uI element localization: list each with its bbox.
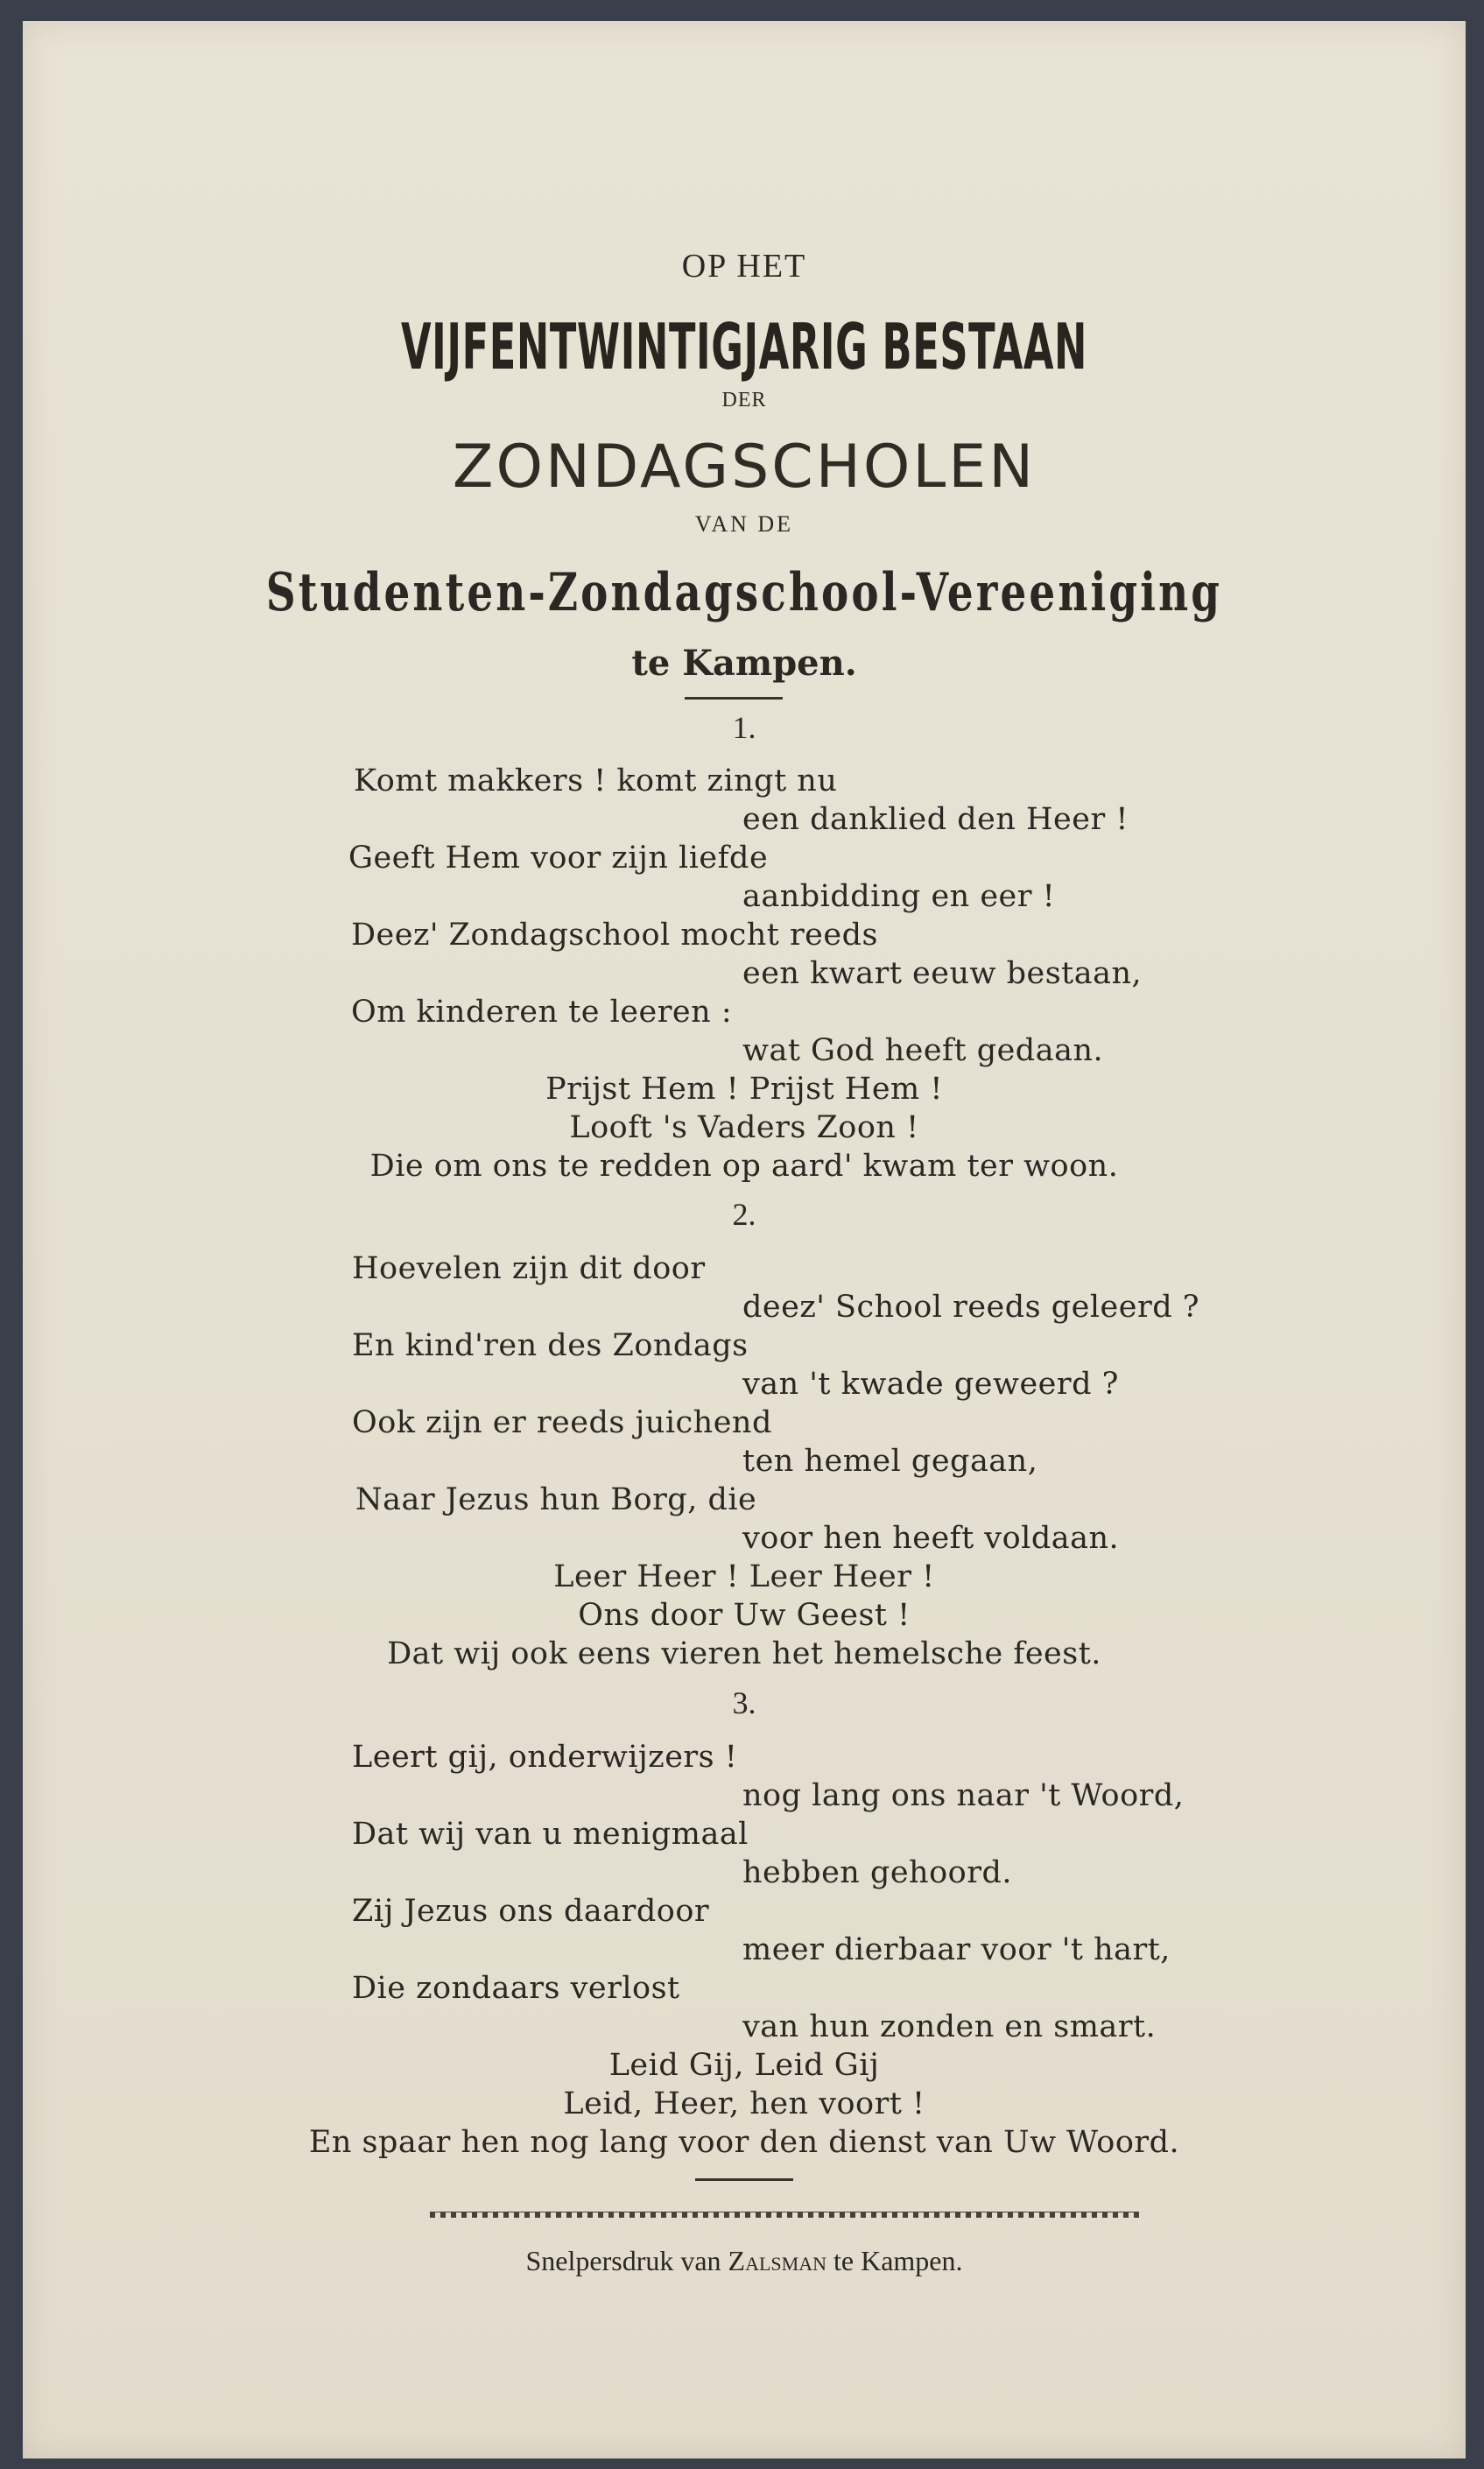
verse-line: een danklied den Heer ! (742, 802, 1129, 837)
verse-line: Leid Gij, Leid Gij (608, 2048, 880, 2083)
verse-line: Komt makkers ! komt zingt nu (354, 763, 838, 798)
verse-line: Leid, Heer, hen voort ! (563, 2086, 925, 2121)
verse-line: Prijst Hem ! Prijst Hem ! (545, 1072, 943, 1107)
verse-line: Die zondaars verlost (352, 1971, 680, 2006)
stanza-number: 3. (732, 1685, 756, 1720)
verse-line: Ons door Uw Geest ! (578, 1598, 911, 1633)
printer-suffix: te Kampen. (826, 2245, 963, 2276)
stanza-number: 2. (732, 1197, 756, 1232)
printer-prefix: Snelpersdruk van (525, 2245, 728, 2276)
verse-line: deez' School reeds geleerd ? (742, 1290, 1200, 1325)
divider-bottom (695, 2178, 793, 2181)
verse-line: voor hen heeft voldaan. (742, 1521, 1120, 1556)
verse-line: Ook zijn er reeds juichend (352, 1405, 772, 1440)
verse-line: Leer Heer ! Leer Heer ! (553, 1559, 935, 1594)
wavy-divider (430, 2212, 1139, 2218)
verse-line: En kind'ren des Zondags (352, 1328, 749, 1363)
verse-line: wat God heeft gedaan. (742, 1033, 1104, 1068)
verse-line: van hun zonden en smart. (742, 2009, 1157, 2044)
verse-line: Zij Jezus ons daardoor (352, 1894, 710, 1929)
verse-line: Looft 's Vaders Zoon ! (569, 1110, 919, 1145)
heading-line-4: ZONDAGSCHOLEN (452, 433, 1037, 502)
heading-line-5: VAN DE (694, 511, 794, 537)
verse-line: aanbidding en eer ! (742, 879, 1056, 914)
verse-line: Naar Jezus hun Borg, die (355, 1482, 757, 1517)
verse-line: meer dierbaar voor 't hart, (742, 1932, 1171, 1967)
verse-line: Deez' Zondagschool mocht reeds (351, 918, 878, 953)
document-page (23, 21, 1466, 2458)
verse-line: Dat wij van u menigmaal (352, 1817, 749, 1852)
heading-line-7: te Kampen. (631, 643, 857, 684)
printer-imprint (23, 2245, 1466, 2277)
verse-line: Hoevelen zijn dit door (352, 1251, 706, 1286)
verse-line: nog lang ons naar 't Woord, (742, 1778, 1185, 1813)
verse-line: Om kinderen te leeren : (351, 995, 733, 1030)
verse-line: En spaar hen nog lang voor den dienst van Uw Woord. (308, 2125, 1180, 2160)
verse-line: Leert gij, onderwijzers ! (352, 1740, 738, 1775)
verse-line: van 't kwade geweerd ? (742, 1367, 1119, 1402)
heading-line-2: VIJFENTWINTIGJARIG BESTAAN (400, 310, 1088, 383)
divider-top (685, 697, 783, 700)
verse-line: Geeft Hem voor zijn liefde (348, 841, 769, 876)
verse-line: ten hemel gegaan, (742, 1444, 1038, 1479)
verse-line: hebben gehoord. (742, 1855, 1013, 1890)
heading-line-1: OP HET (681, 248, 807, 285)
heading-line-3: DER (721, 389, 767, 412)
verse-line: een kwart eeuw bestaan, (742, 956, 1143, 991)
printer-name: Zalsman (728, 2245, 826, 2276)
verse-line: Dat wij ook eens vieren het hemelsche feest. (387, 1636, 1101, 1671)
verse-line: Die om ons te redden op aard' kwam ter woon. (369, 1149, 1119, 1184)
heading-line-6: Studenten-Zondagschool-Vereeniging (265, 562, 1223, 623)
stanza-number: 1. (732, 710, 756, 745)
